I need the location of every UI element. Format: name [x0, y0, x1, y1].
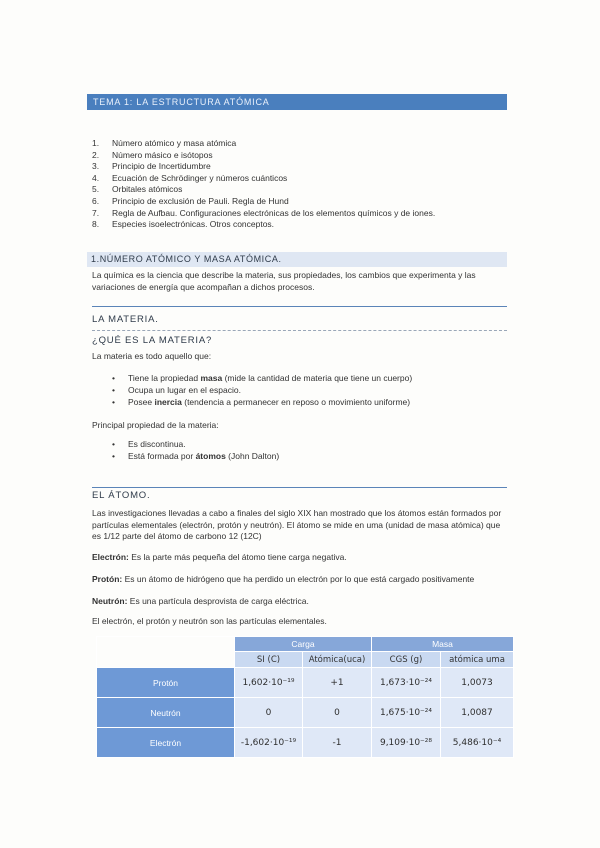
principal-property-label: Principal propiedad de la materia:	[92, 420, 219, 430]
toc-item: 3. Principio de Incertidumbre	[92, 161, 211, 172]
table-row	[97, 728, 514, 758]
cell-atomica: +1	[303, 668, 372, 698]
atomo-intro: Las investigaciones llevadas a cabo a finales del siglo XIX han mostrado que los átomos están formados por partículas elementales (electrón, protón y neutrón). El átomo se mide en uma (unidad de masa atómica) que es 1/12 parte del átomo de carbono 12 (12C)	[92, 508, 502, 541]
principal-properties-list	[112, 439, 279, 463]
cell-cgs: 9,109·10⁻²⁸	[372, 728, 441, 758]
row-label-electron: Electrón	[97, 728, 235, 758]
toc-item: 4. Ecuación de Schrödinger y números cuánticos	[92, 172, 288, 183]
subheader-si: SI (C)	[235, 652, 303, 668]
cell-uma: 1,0087	[441, 698, 514, 728]
list-item: • Está formada por átomos (John Dalton)	[112, 451, 279, 463]
list-item: • Es discontinua.	[112, 439, 279, 451]
cell-cgs: 1,675·10⁻²⁴	[372, 698, 441, 728]
subheader-cgs: CGS (g)	[372, 652, 441, 668]
divider	[92, 330, 507, 331]
particles-summary: El electrón, el protón y neutrón son las partículas elementales.	[92, 616, 327, 626]
cell-uma: 1,0073	[441, 668, 514, 698]
cell-uma: 5,486·10⁻⁴	[441, 728, 514, 758]
toc-item: 6. Principio de exclusión de Pauli. Regla de Hund	[92, 195, 289, 206]
table-row	[97, 668, 514, 698]
subheader-uma: atómica uma	[441, 652, 514, 668]
atomo-heading: EL ÁTOMO.	[92, 490, 151, 501]
cell-si: 0	[235, 698, 303, 728]
particle-properties-table	[96, 636, 514, 758]
list-item: • Tiene la propiedad masa (mide la cantidad de materia que tiene un cuerpo)	[112, 373, 412, 385]
materia-heading: LA MATERIA.	[92, 314, 159, 325]
table-corner	[97, 637, 235, 668]
cell-cgs: 1,673·10⁻²⁴	[372, 668, 441, 698]
masa-header: Masa	[372, 637, 514, 652]
toc-item: 7. Regla de Aufbau. Configuraciones electrónicas de los elementos químicos y de iones.	[92, 207, 436, 218]
chapter-banner: TEMA 1: LA ESTRUCTURA ATÓMICA	[87, 94, 507, 110]
row-label-proton: Protón	[97, 668, 235, 698]
chemistry-intro: La química es la ciencia que describe la materia, sus propiedades, los cambios que experimenta y las variaciones de energía que acompañan a dichos procesos.	[92, 270, 476, 292]
cell-atomica: 0	[303, 698, 372, 728]
list-item: • Posee inercia (tendencia a permanecer en reposo o movimiento uniforme)	[112, 397, 412, 409]
materia-properties-list	[112, 373, 412, 408]
carga-header: Carga	[235, 637, 372, 652]
table-row	[97, 698, 514, 728]
toc-item: 8. Especies isoelectrónicas. Otros conceptos.	[92, 219, 275, 230]
divider	[92, 487, 507, 488]
section-title: 1.NÚMERO ATÓMICO Y MASA ATÓMICA.	[87, 252, 507, 267]
electron-definition: Electrón: Es la parte más pequeña del átomo tiene carga negativa.	[92, 552, 347, 562]
materia-definition: La materia es todo aquello que:	[92, 351, 212, 361]
toc-item: 5. Orbitales atómicos	[92, 184, 183, 195]
cell-si: -1,602·10⁻¹⁹	[235, 728, 303, 758]
toc-item: 2. Número másico e isótopos	[92, 149, 213, 160]
neutron-definition: Neutrón: Es una partícula desprovista de carga eléctrica.	[92, 596, 309, 606]
cell-atomica: -1	[303, 728, 372, 758]
cell-si: 1,602·10⁻¹⁹	[235, 668, 303, 698]
list-item: • Ocupa un lugar en el espacio.	[112, 385, 412, 397]
divider	[92, 306, 507, 307]
proton-definition: Protón: Es un átomo de hidrógeno que ha perdido un electrón por lo que está cargado positivamente	[92, 574, 475, 584]
row-label-neutron: Neutrón	[97, 698, 235, 728]
subheader-atomica: Atómica(uca)	[303, 652, 372, 668]
table-of-contents	[92, 138, 435, 231]
toc-item: 1. Número atómico y masa atómica	[92, 138, 237, 148]
materia-question: ¿QUÉ ES LA MATERIA?	[92, 335, 213, 346]
